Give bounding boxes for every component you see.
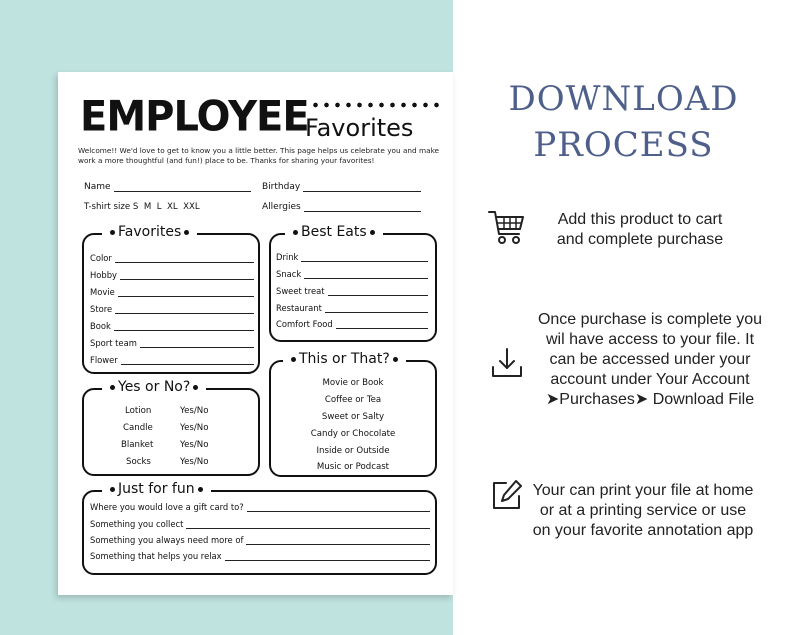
fill-line — [247, 503, 430, 512]
yes-or-no-item: Socks — [126, 457, 151, 467]
this-or-that-item: Candy or Chocolate — [310, 429, 396, 439]
allergies-field — [262, 202, 421, 212]
favorites-item — [90, 253, 254, 263]
favorites-item — [90, 321, 254, 331]
favorites-item-label: Flower — [90, 355, 118, 365]
yes-or-no-item: Blanket — [121, 440, 154, 450]
name-field — [84, 182, 251, 192]
just-for-fun-item — [90, 551, 430, 561]
name-label: Name — [84, 182, 111, 192]
favorites-item — [90, 355, 254, 365]
best-eats-item-label: Drink — [276, 252, 299, 262]
fill-line — [118, 288, 254, 297]
fill-line — [246, 536, 430, 545]
fill-line — [325, 304, 428, 313]
fill-line — [301, 253, 428, 262]
edit-icon — [490, 478, 524, 512]
birthday-line — [303, 182, 421, 192]
bullet-dot — [110, 487, 115, 492]
favorites-title — [102, 224, 197, 240]
allergies-label: Allergies — [262, 202, 301, 212]
best-eats-item-label: Comfort Food — [276, 319, 333, 329]
shopping-cart-icon — [487, 208, 527, 248]
best-eats-title — [285, 224, 383, 240]
just-for-fun-item-label: Something you always need more of — [90, 535, 244, 545]
step-print-file-text: Your can print your file at home or at a printing service or use on your favorite annotation app — [532, 482, 754, 539]
bullet-dot — [198, 487, 203, 492]
download-title-line2: PROCESS — [533, 125, 714, 165]
worksheet-paper — [58, 72, 453, 595]
just-for-fun-item — [90, 535, 430, 545]
this-or-that-item: Movie or Book — [322, 378, 384, 388]
bullet-dot — [293, 230, 298, 235]
tshirt-label: T-shirt size — [84, 202, 131, 212]
best-eats-item — [276, 286, 428, 296]
yes-no-answer: Yes/No — [180, 423, 209, 433]
yes-no-answer: Yes/No — [180, 406, 209, 416]
allergies-line — [304, 202, 421, 212]
favorites-title-text: Favorites — [118, 224, 182, 240]
bullet-dot — [291, 357, 296, 362]
this-or-that-box — [269, 351, 437, 477]
this-or-that-title — [283, 351, 406, 367]
fill-line — [120, 271, 254, 280]
best-eats-item — [276, 319, 428, 329]
step-access-file-text: Once purchase is complete you wil have access to your file. It can be accessed under your account under Your Account ➤Purchases➤ Download File — [537, 311, 763, 408]
worksheet-title: EMPLOYEE — [80, 92, 309, 142]
fill-line — [115, 305, 254, 314]
best-eats-box — [269, 224, 437, 342]
best-eats-item-label: Restaurant — [276, 303, 322, 313]
favorites-item-label: Store — [90, 304, 113, 314]
fill-line — [186, 520, 430, 529]
step-add-to-cart-text: Add this product to cart and complete purchase — [556, 211, 724, 248]
favorites-item-label: Color — [90, 253, 112, 263]
download-icon — [490, 346, 524, 380]
favorites-item — [90, 287, 254, 297]
bullet-dot — [393, 357, 398, 362]
favorites-item — [90, 270, 254, 280]
best-eats-title-text: Best Eats — [301, 224, 367, 240]
just-for-fun-title-text: Just for fun — [118, 481, 195, 497]
title-dots-decoration — [310, 101, 442, 109]
just-for-fun-item-label: Something you collect — [90, 519, 184, 529]
bullet-dot — [370, 230, 375, 235]
bullet-dot — [184, 230, 189, 235]
favorites-item — [90, 338, 254, 348]
birthday-label: Birthday — [262, 182, 301, 192]
best-eats-item-label: Snack — [276, 269, 302, 279]
favorites-item-label: Sport team — [90, 338, 137, 348]
favorites-item-label: Book — [90, 321, 111, 331]
yes-or-no-item: Lotion — [125, 406, 152, 416]
fill-line — [121, 356, 254, 365]
best-eats-item-label: Sweet treat — [276, 286, 325, 296]
yes-no-answer: Yes/No — [180, 440, 209, 450]
favorites-item-label: Movie — [90, 287, 115, 297]
favorites-box — [82, 224, 260, 374]
yes-or-no-title — [102, 379, 206, 395]
worksheet-subtitle: Favorites — [305, 114, 414, 142]
just-for-fun-title — [102, 481, 211, 497]
this-or-that-item: Music or Podcast — [316, 462, 390, 472]
this-or-that-item: Inside or Outside — [316, 446, 390, 456]
fill-line — [304, 270, 428, 279]
this-or-that-item: Coffee or Tea — [324, 395, 382, 405]
fill-line — [225, 552, 430, 561]
birthday-field — [262, 182, 421, 192]
tshirt-sizes: S M L XL XXL — [132, 202, 200, 212]
just-for-fun-item-label: Something that helps you relax — [90, 551, 222, 561]
fill-line — [336, 320, 428, 329]
name-line — [114, 182, 251, 192]
worksheet-intro: Welcome!! We'd love to get to know you a little better. This page helps us celebrate you and make work a more thoughtful (and fun!) place to be. Thanks for sharing your favorites! — [78, 146, 440, 165]
best-eats-item — [276, 269, 428, 279]
fill-line — [114, 322, 254, 331]
fill-line — [140, 339, 254, 348]
favorites-item-label: Hobby — [90, 270, 118, 280]
download-title-line1: DOWNLOAD — [508, 79, 739, 119]
bullet-dot — [110, 385, 115, 390]
just-for-fun-item-label: Where you would love a gift card to? — [90, 502, 244, 512]
tshirt-field — [84, 202, 200, 212]
this-or-that-title-text: This or That? — [299, 351, 390, 367]
just-for-fun-box — [82, 481, 437, 575]
fill-line — [328, 287, 428, 296]
favorites-item — [90, 304, 254, 314]
this-or-that-item: Sweet or Salty — [321, 412, 385, 422]
yes-or-no-box — [82, 379, 260, 476]
yes-or-no-title-text: Yes or No? — [118, 379, 191, 395]
just-for-fun-item — [90, 502, 430, 512]
just-for-fun-item — [90, 519, 430, 529]
fill-line — [115, 254, 254, 263]
best-eats-item — [276, 252, 428, 262]
yes-no-answer: Yes/No — [180, 457, 209, 467]
bullet-dot — [110, 230, 115, 235]
best-eats-item — [276, 303, 428, 313]
bullet-dot — [193, 385, 198, 390]
yes-or-no-item: Candle — [123, 423, 153, 433]
